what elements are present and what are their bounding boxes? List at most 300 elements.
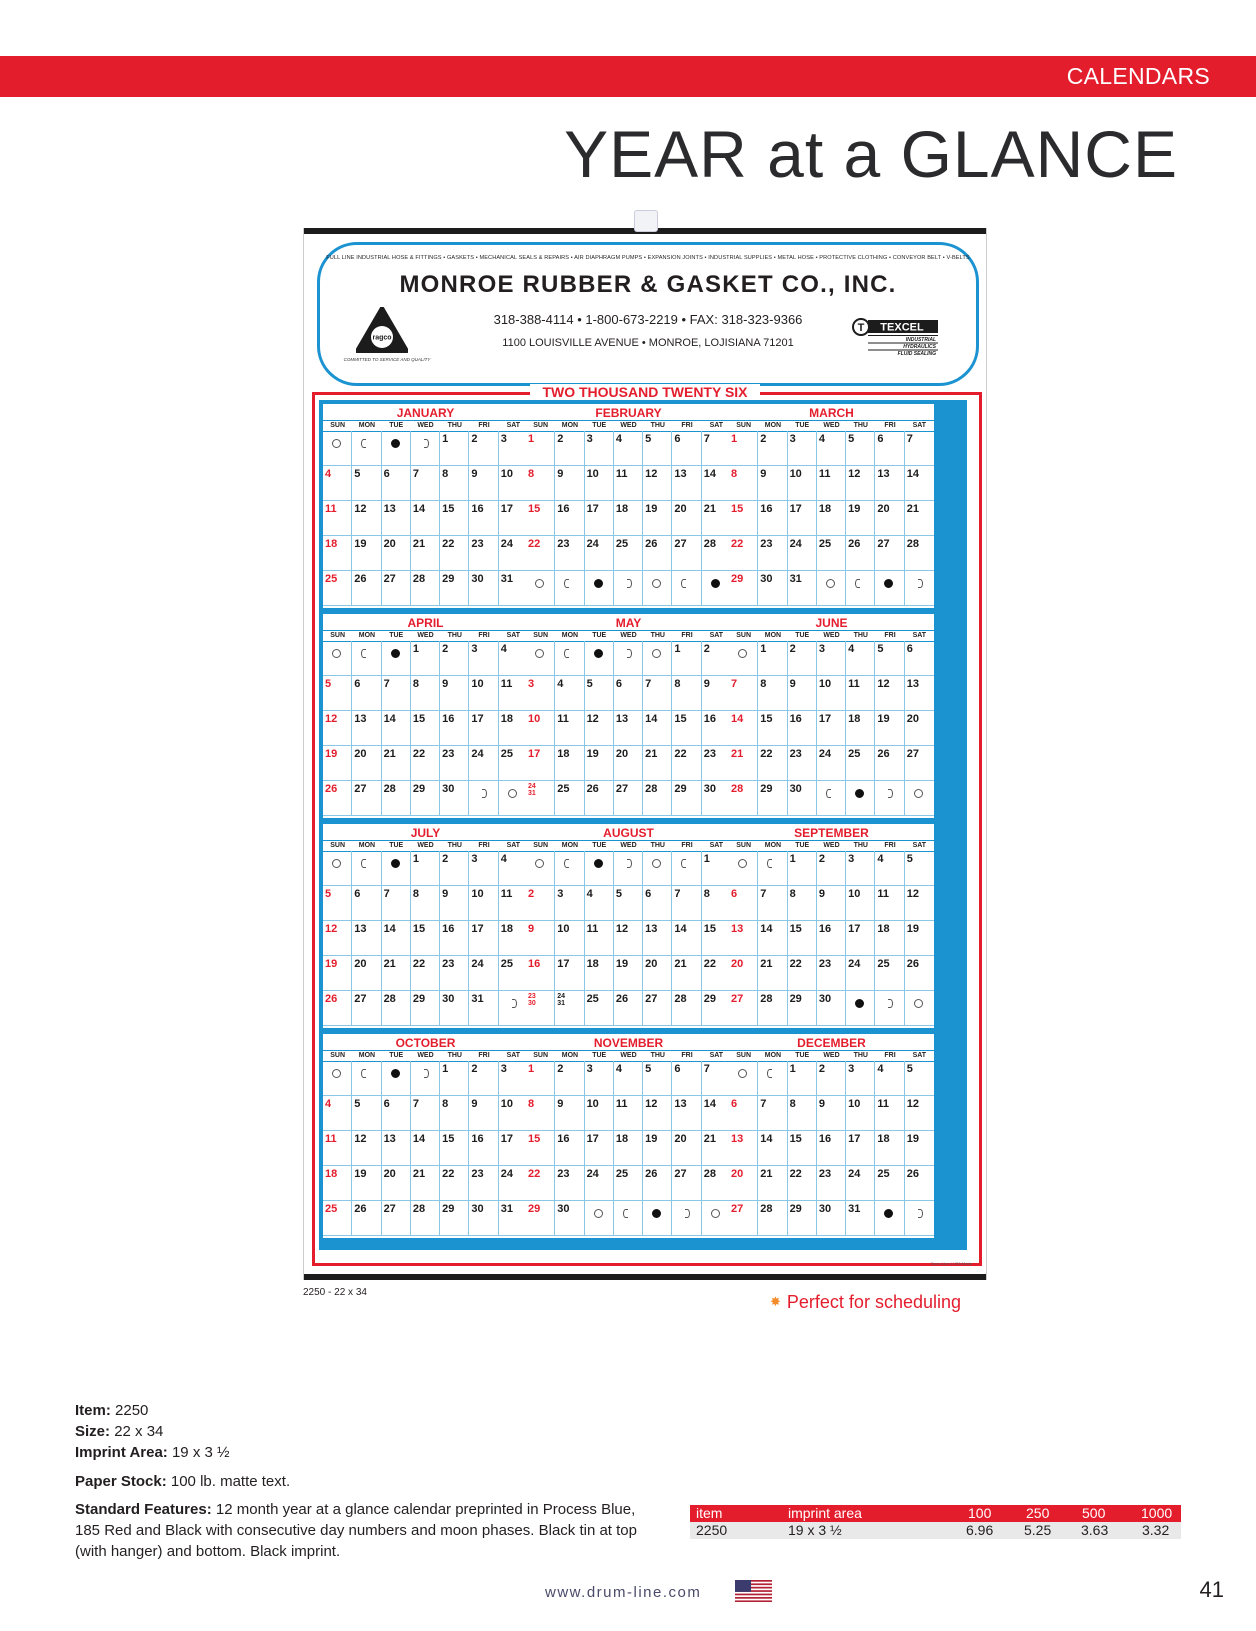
day-cell [585,501,614,536]
day-number: 16 [818,1133,832,1145]
day-number: 7 [760,1098,767,1110]
day-number: 7 [383,678,390,690]
month-name: MAY [615,616,642,630]
day-cell [440,501,469,536]
day-number: 22 [674,748,687,760]
weekday-label: FRI [681,632,693,639]
day-number: 1 [528,433,535,445]
feature-highlight-text: Perfect for scheduling [786,1292,961,1312]
day-cell [643,781,672,816]
ragco-logo-tagline: COMMITTED TO SERVICE AND QUALITY [343,357,431,362]
day-cell [585,956,614,991]
day-cell [585,711,614,746]
day-cell [672,781,701,816]
day-cell [817,1061,846,1096]
day-number: 11 [325,503,337,515]
day-number: 12 [325,923,338,935]
day-cell [672,536,701,571]
day-number: 15 [674,713,687,725]
day-cell [382,1201,411,1236]
day-cell [875,886,904,921]
weekday-label: SUN [736,842,752,849]
weekday-label: THU [853,632,868,639]
day-cell [526,501,555,536]
day-number: 8 [528,1098,535,1110]
day-number: 9 [557,468,564,480]
weekday-label: TUE [795,422,810,429]
month-january [323,404,528,608]
day-number: 5 [645,1063,652,1075]
day-cell [440,431,469,466]
day-cell [352,1201,381,1236]
day-cell [846,1166,875,1201]
day-number: 1 [412,643,419,655]
day-cell [788,431,817,466]
day-cell [585,991,614,1026]
day-number: 22 [789,1168,802,1180]
day-cell [440,1201,469,1236]
day-cell [672,886,701,921]
day-cell [817,1096,846,1131]
day-number: 1 [789,853,796,865]
day-cell [555,956,584,991]
day-cell [758,1061,787,1096]
day-number: 12 [586,713,599,725]
day-cell [411,781,440,816]
day-cell [411,921,440,956]
day-number: 12 [877,678,890,690]
day-cell [875,956,904,991]
day-cell [788,711,817,746]
day-cell [469,466,498,501]
day-cell [672,851,701,886]
day-cell [382,501,411,536]
day-number: 19 [325,958,338,970]
weekday-label: FRI [884,842,896,849]
day-number: 3 [818,643,825,655]
day-number: 25 [615,1168,629,1180]
day-cell [643,956,672,991]
day-cell [702,536,731,571]
day-cell [729,466,758,501]
day-number: 2 [703,643,710,655]
day-cell [758,431,787,466]
day-number: 22 [412,958,426,970]
day-cell [905,1061,934,1096]
day-cell [788,466,817,501]
day-cell [585,1131,614,1166]
day-cell [382,431,411,466]
weekday-label: WED [620,1052,637,1059]
weekday-label: THU [853,422,868,429]
day-cell [555,1061,584,1096]
day-cell [469,641,498,676]
full-moon-icon [332,859,341,868]
day-cell [323,991,352,1026]
weekday-label: MON [764,632,782,639]
full-moon-icon [535,579,544,588]
day-cell [469,956,498,991]
day-cell [702,676,731,711]
website-link[interactable]: www.drum-line.com [545,1584,702,1601]
day-cell [382,641,411,676]
calendar-imprint-header [317,242,979,386]
day-number: 4 [615,433,622,445]
day-cell [875,431,904,466]
day-cell [643,536,672,571]
day-cell [382,746,411,781]
day-cell [323,711,352,746]
day-cell [758,886,787,921]
day-cell [905,1096,934,1131]
day-cell [875,1131,904,1166]
day-number: 17 [500,503,513,515]
day-cell [846,956,875,991]
last-quarter-moon-icon [361,649,366,658]
day-cell [643,431,672,466]
day-cell [758,1131,787,1166]
day-cell [585,1166,614,1201]
day-number: 20 [354,958,367,970]
day-cell [469,536,498,571]
day-cell [758,536,787,571]
day-number: 10 [848,1098,861,1110]
day-number: 7 [383,888,390,900]
day-cell [614,1166,643,1201]
full-moon-icon [652,859,661,868]
day-number: 6 [645,888,652,900]
full-moon-icon [535,649,544,658]
day-number: 29 [760,783,773,795]
day-grid [526,1061,731,1236]
day-cell [585,851,614,886]
day-number: 4 [818,433,825,445]
day-number: 2 [760,433,767,445]
day-number: 5 [354,468,361,480]
day-number: 14 [412,503,426,515]
day-cell [788,641,817,676]
day-cell [323,956,352,991]
day-number: 11 [500,888,513,900]
day-number: 11 [848,678,860,690]
day-number: 15 [528,1133,541,1145]
day-number: 14 [412,1133,426,1145]
day-number: 31 [471,993,484,1005]
day-cell [526,1201,555,1236]
day-cell [729,956,758,991]
day-cell [614,851,643,886]
day-cell [846,571,875,606]
day-number: 17 [848,923,861,935]
last-quarter-moon-icon [361,439,366,448]
day-cell [469,571,498,606]
day-number: 27 [383,573,396,585]
day-number: 18 [877,1133,890,1145]
day-number: 12 [906,1098,919,1110]
day-number: 19 [645,503,658,515]
day-cell [702,1096,731,1131]
day-cell [846,886,875,921]
weekday-label: SAT [912,1052,927,1059]
day-cell [526,676,555,711]
day-cell [846,536,875,571]
calendar-credit: Drum-Line | USA Made [930,1261,972,1266]
weekday-label: THU [650,422,665,429]
day-number: 28 [760,993,773,1005]
day-number: 20 [383,538,396,550]
day-cell [499,1201,528,1236]
day-number: 1 [674,643,681,655]
day-cell [846,501,875,536]
day-cell [555,501,584,536]
weekday-label: TUE [389,422,404,429]
weekday-label: SAT [709,1052,724,1059]
day-number: 14 [383,713,396,725]
new-moon-icon [391,859,400,868]
day-cell [526,431,555,466]
day-number: 27 [877,538,890,550]
day-number: 10 [557,923,570,935]
weekday-label: FRI [681,842,693,849]
ragco-logo-icon [356,307,408,353]
last-quarter-moon-icon [767,859,772,868]
day-cell [585,571,614,606]
first-quarter-moon-icon [918,579,923,588]
day-number: 15 [789,923,802,935]
day-cell [352,676,381,711]
day-cell [614,956,643,991]
day-number: 24 [500,1168,513,1180]
day-number: 9 [818,888,825,900]
day-number: 14 [674,923,687,935]
day-cell [411,501,440,536]
day-cell [643,466,672,501]
day-number: 4 [500,643,507,655]
weekday-label: SUN [736,422,752,429]
day-cell [526,466,555,501]
day-cell [440,956,469,991]
day-number: 22 [703,958,716,970]
day-cell [846,431,875,466]
weekday-label: SAT [912,632,927,639]
month-august [526,824,731,1028]
day-cell [643,991,672,1026]
weekday-label: WED [620,632,637,639]
day-cell [382,956,411,991]
day-number: 29 [731,573,744,585]
day-cell [702,501,731,536]
day-number: 28 [412,573,426,585]
day-number: 24 [471,748,484,760]
day-cell [614,1201,643,1236]
day-cell [817,886,846,921]
day-cell [382,571,411,606]
day-cell [672,746,701,781]
day-number: 28 [906,538,919,550]
weekday-label: SUN [533,1052,549,1059]
day-number: 6 [731,888,738,900]
day-cell [614,711,643,746]
day-number: 28 [703,1168,716,1180]
month-april [323,614,528,818]
day-number: 15 [412,923,426,935]
day-number: 16 [471,503,484,515]
day-cell [614,676,643,711]
day-cell [585,466,614,501]
day-cell [555,1166,584,1201]
full-moon-icon [738,859,747,868]
weekday-label: THU [650,632,665,639]
weekday-label: TUE [389,632,404,639]
day-number: 28 [645,783,658,795]
day-cell [729,921,758,956]
weekday-label: SAT [709,842,724,849]
day-cell [702,991,731,1026]
day-number: 20 [645,958,658,970]
day-number: 14 [760,923,773,935]
day-cell [875,571,904,606]
day-cell [758,1166,787,1201]
day-cell [585,536,614,571]
last-quarter-moon-icon [564,859,569,868]
day-grid [729,851,934,1026]
month-name: NOVEMBER [593,1036,664,1050]
day-number: 5 [586,678,593,690]
day-cell [875,921,904,956]
day-number: 2 [528,888,535,900]
day-number: 17 [471,713,484,725]
day-number: 21 [731,748,744,760]
day-number: 8 [674,678,681,690]
day-number: 28 [703,538,716,550]
day-cell [499,641,528,676]
day-cell [469,1201,498,1236]
weekday-label: THU [650,1052,665,1059]
day-number: 23 [471,1168,484,1180]
day-cell [788,851,817,886]
day-number: 19 [586,748,599,760]
day-number: 26 [645,1168,658,1180]
day-cell [411,466,440,501]
day-cell [817,956,846,991]
full-moon-icon [738,1069,747,1078]
day-number: 2 [818,853,825,865]
day-number: 16 [557,1133,570,1145]
day-number: 12 [354,1133,367,1145]
day-number: 11 [615,468,628,480]
day-cell [729,1096,758,1131]
day-number: 26 [877,748,890,760]
day-number: 19 [906,1133,919,1145]
day-cell [643,501,672,536]
day-cell [411,991,440,1026]
last-quarter-moon-icon [361,859,366,868]
day-cell [788,1131,817,1166]
day-cell [729,536,758,571]
day-cell [382,1061,411,1096]
weekday-label: SUN [533,632,549,639]
day-cell [585,746,614,781]
day-number: 27 [354,993,367,1005]
day-cell [323,536,352,571]
month-december [729,1034,934,1238]
day-cell [526,956,555,991]
day-cell [788,886,817,921]
weekday-label: SUN [330,842,346,849]
day-number: 25 [500,958,513,970]
day-cell [643,1201,672,1236]
day-cell [352,536,381,571]
last-quarter-moon-icon [767,1069,772,1078]
day-number: 6 [906,643,913,655]
weekday-label: MON [358,422,376,429]
day-number: 29 [412,993,426,1005]
month-february [526,404,731,608]
day-cell [499,1131,528,1166]
weekday-label: MON [561,422,579,429]
first-quarter-moon-icon [888,999,893,1008]
day-cell [875,1201,904,1236]
day-number: 24 [500,538,513,550]
day-cell [758,676,787,711]
weekday-label: MON [358,842,376,849]
day-cell [555,991,584,1026]
day-cell [469,676,498,711]
first-quarter-moon-icon [685,1209,690,1218]
day-cell [702,956,731,991]
day-number: 7 [412,1098,419,1110]
day-cell [758,1096,787,1131]
weekday-label: MON [764,1052,782,1059]
day-number: 24 [789,538,802,550]
day-number: 21 [383,958,396,970]
day-number: 31 [848,1203,861,1215]
new-moon-icon [391,1069,400,1078]
day-cell [817,851,846,886]
day-number: 7 [703,1063,710,1075]
day-number: 31 [500,1203,513,1215]
day-cell [758,711,787,746]
day-cell [440,886,469,921]
month-march [729,404,934,608]
first-quarter-moon-icon [627,649,632,658]
day-number: 25 [877,1168,890,1180]
day-cell [382,711,411,746]
day-cell [352,991,381,1026]
day-number: 27 [615,783,629,795]
texcel-logo-text: TEXCEL [880,321,924,334]
day-number: 19 [354,1168,367,1180]
day-cell [614,571,643,606]
day-number: 22 [442,538,455,550]
day-cell [382,851,411,886]
weekday-label: WED [823,1052,840,1059]
day-cell [875,991,904,1026]
day-cell [702,886,731,921]
day-number: 6 [674,1063,681,1075]
day-cell [440,571,469,606]
day-cell [758,501,787,536]
day-cell [846,991,875,1026]
day-cell [672,991,701,1026]
day-number: 17 [528,748,541,760]
weekday-label: SAT [912,422,927,429]
day-cell [729,851,758,886]
day-cell [788,1061,817,1096]
day-number: 18 [500,713,513,725]
day-number: 28 [412,1203,426,1215]
day-number: 11 [877,888,890,900]
